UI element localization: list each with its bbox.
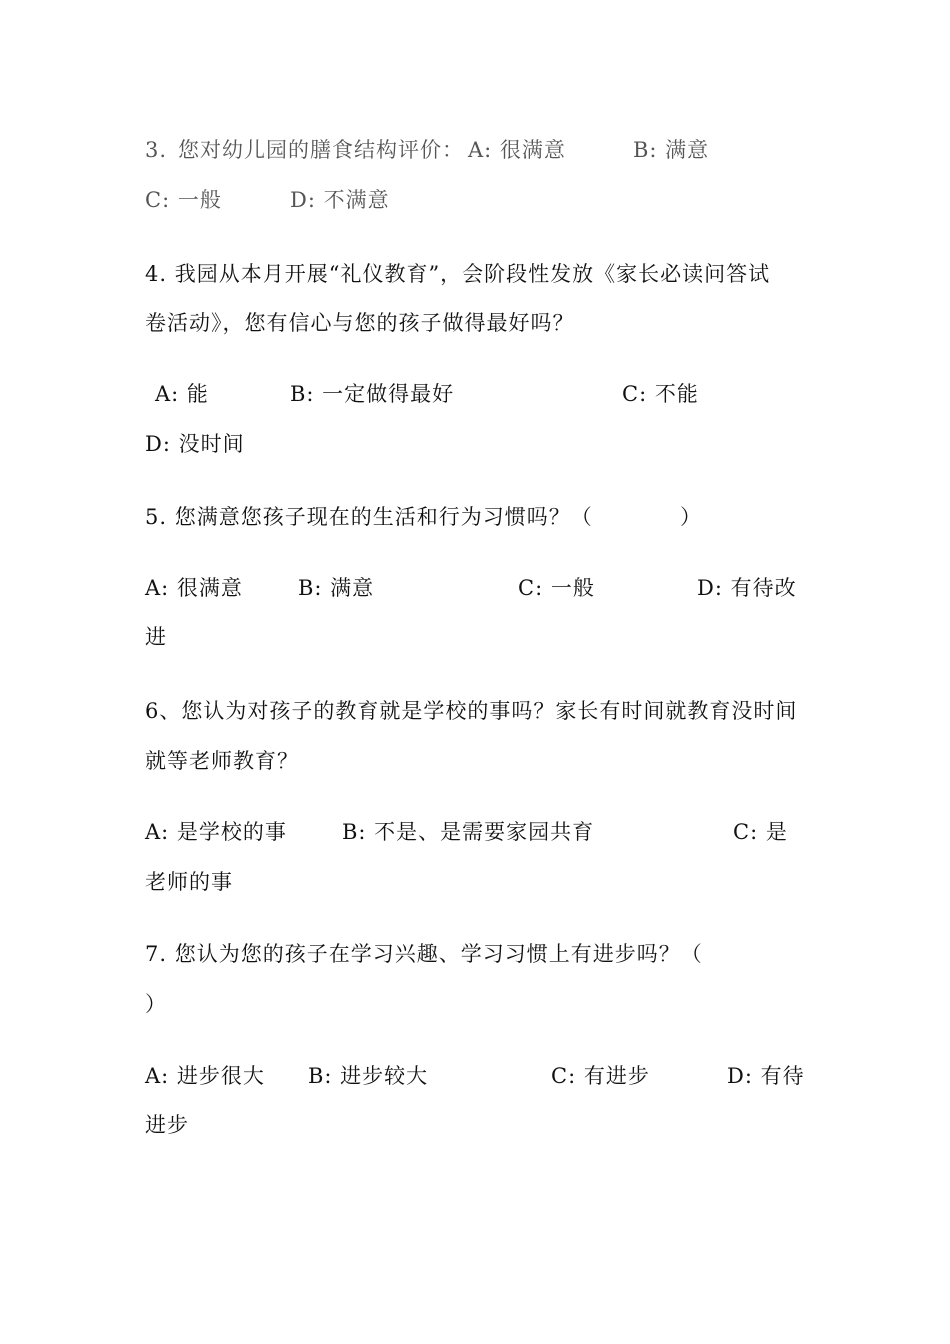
q5-option-a: A: 很满意	[145, 576, 243, 600]
q6-option-c-continued: 老师的事	[145, 870, 233, 894]
q5-option-b: B: 满意	[298, 576, 375, 600]
q7-option-a: A: 进步很大	[145, 1064, 265, 1088]
q6-text-line1: 6、您认为对孩子的教育就是学校的事吗？家长有时间就教育没时间	[145, 699, 798, 723]
q5-text: 5. 您满意您孩子现在的生活和行为习惯吗？（	[145, 505, 593, 529]
q3-number: 3.	[145, 138, 168, 162]
q4-option-a: A: 能	[155, 382, 209, 406]
q5-option-d-continued: 进	[145, 625, 167, 649]
q7-text-line2: ）	[145, 992, 167, 1016]
q3-option-c: C: 一般	[145, 188, 222, 212]
q4-option-d: D: 没时间	[145, 432, 245, 456]
q7-option-c: C: 有进步	[551, 1064, 650, 1088]
q4-text-line1: 4. 我园从本月开展“礼仪教育”，会阶段性发放《家长必读问答试	[145, 262, 771, 286]
q3-option-a: A: 很满意	[468, 138, 566, 162]
q5-answer-paren-close: ）	[680, 505, 702, 529]
q6-option-a: A: 是学校的事	[145, 820, 287, 844]
q6-option-b: B: 不是、是需要家园共育	[342, 820, 595, 844]
q7-option-b: B: 进步较大	[308, 1064, 429, 1088]
q6-text-line2: 就等老师教育？	[145, 749, 299, 773]
q4-option-c: C: 不能	[622, 382, 699, 406]
q7-option-d-continued: 进步	[145, 1113, 189, 1137]
q4-option-b: B: 一定做得最好	[290, 382, 455, 406]
q5-option-c: C: 一般	[518, 576, 595, 600]
q4-text-line2: 卷活动》，您有信心与您的孩子做得最好吗？	[145, 311, 575, 335]
q3-text: 您对幼儿园的膳食结构评价：	[178, 138, 464, 162]
q3-option-d: D: 不满意	[290, 188, 390, 212]
q3-option-b: B: 满意	[633, 138, 710, 162]
q7-option-d: D: 有待	[727, 1064, 805, 1088]
q5-option-d: D: 有待改	[697, 576, 797, 600]
q6-option-c: C: 是	[733, 820, 788, 844]
q7-text-line1: 7. 您认为您的孩子在学习兴趣、学习习惯上有进步吗？（	[145, 942, 703, 966]
